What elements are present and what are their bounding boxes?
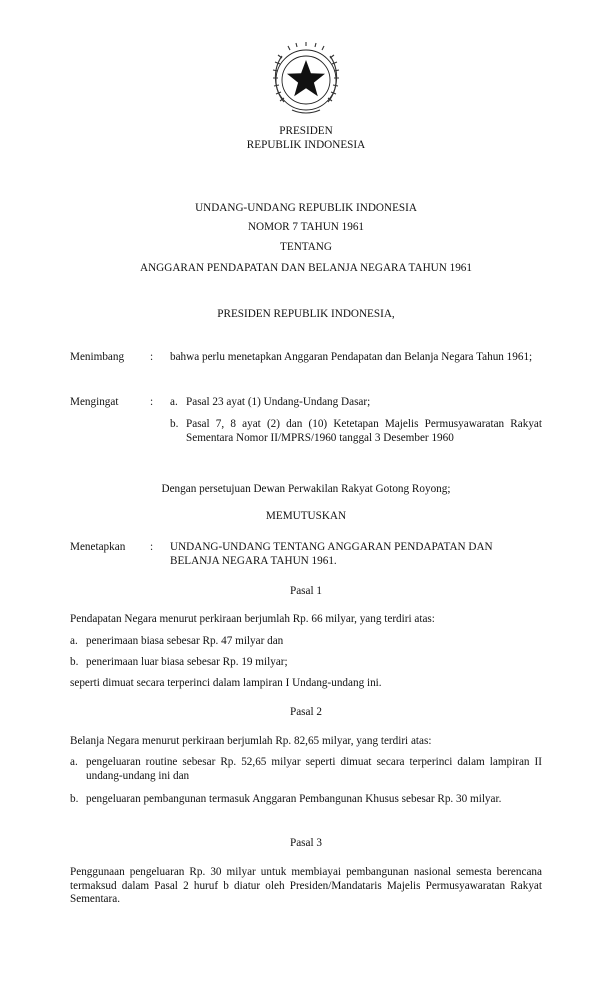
title-line1: UNDANG-UNDANG REPUBLIK INDONESIA [195,202,417,214]
menimbang-colon: : [150,351,154,363]
header-line2: REPUBLIK INDONESIA [246,139,366,151]
header-line1: PRESIDEN [279,125,333,137]
menimbang-text: bahwa perlu menetapkan Anggaran Pendapatan dan Belanja Negara Tahun 1961; [170,351,533,363]
pasal1-heading: Pasal 1 [289,585,322,597]
mengingat-item-b-mark: b. [170,418,179,430]
pasal1-item-a-mark: a. [70,635,78,647]
presidential-emblem-icon [266,40,346,118]
president-line: PRESIDEN REPUBLIK INDONESIA, [217,308,395,320]
menimbang-label: Menimbang [70,351,125,363]
mengingat-label: Mengingat [70,396,119,408]
memutuskan-heading: MEMUTUSKAN [265,510,347,522]
pasal1-item-b-mark: b. [70,656,79,668]
menetapkan-colon: : [150,541,154,553]
pasal1-closing: seperti dimuat secara terperinci dalam lampiran I Undang-undang ini. [70,677,382,689]
pasal2-item-a-mark: a. [70,756,78,768]
pasal2-item-b-text: pengeluaran pembangunan termasuk Anggaran Pembangunan Khusus sebesar Rp. 30 milyar. [86,793,502,805]
title-line3: TENTANG [280,241,332,253]
pasal2-item-a-text: pengeluaran routine sebesar Rp. 52,65 milyar seperti dimuat secara terperinci dalam lampiran II undang-undang ini dan [86,756,542,782]
mengingat-item-a-text: Pasal 23 ayat (1) Undang-Undang Dasar; [186,396,371,408]
pasal3-text: Penggunaan pengeluaran Rp. 30 milyar untuk membiayai pembangunan nasional semesta berencana termaksud dalam Pasal 2 huruf b diatur oleh Presiden/Mandataris Majelis Permusyawaratan Rakyat Sementara. [70,866,542,906]
pasal1-item-a-text: penerimaan biasa sebesar Rp. 47 milyar dan [86,635,284,647]
title-line4: ANGGARAN PENDAPATAN DAN BELANJA NEGARA TAHUN 1961 [140,262,472,274]
menetapkan-text: UNDANG-UNDANG TENTANG ANGGARAN PENDAPATAN DAN BELANJA NEGARA TAHUN 1961. [170,541,493,567]
mengingat-item-a-mark: a. [170,396,178,408]
pasal2-item-b-mark: b. [70,793,79,805]
title-line2: NOMOR 7 TAHUN 1961 [247,221,365,233]
persetujuan-line: Dengan persetujuan Dewan Perwakilan Rakyat Gotong Royong; [161,483,451,495]
pasal1-intro: Pendapatan Negara menurut perkiraan berjumlah Rp. 66 milyar, yang terdiri atas: [70,613,435,625]
mengingat-item-b-text: Pasal 7, 8 ayat (2) dan (10) Ketetapan Majelis Permusyawaratan Rakyat Sementara Nomor II/MPRS/1960 tanggal 3 Desember 1960 [186,418,542,444]
menetapkan-label: Menetapkan [70,541,126,553]
pasal2-intro: Belanja Negara menurut perkiraan berjumlah Rp. 82,65 milyar, yang terdiri atas: [70,735,432,747]
pasal2-heading: Pasal 2 [289,706,322,718]
mengingat-colon: : [150,396,154,408]
star-icon [287,60,325,96]
pasal3-heading: Pasal 3 [289,837,322,849]
pasal1-item-b-text: penerimaan luar biasa sebesar Rp. 19 milyar; [86,656,288,668]
